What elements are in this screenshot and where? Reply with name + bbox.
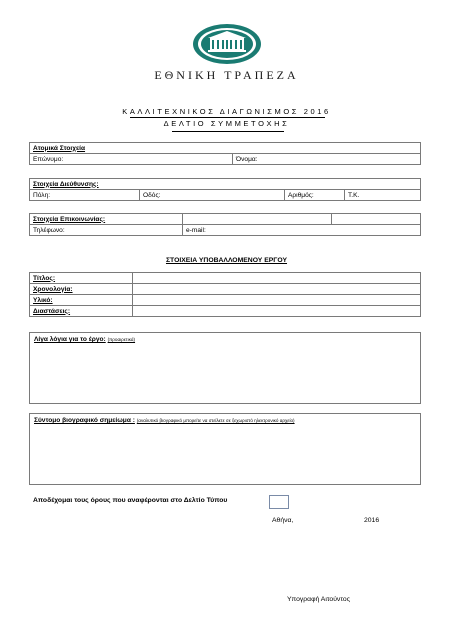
work-material-input[interactable]	[133, 295, 421, 306]
about-work-label: Λίγα λόγια για το έργο:	[34, 336, 106, 343]
bank-logo-icon	[190, 22, 264, 66]
work-table	[29, 272, 421, 317]
work-date-input[interactable]	[133, 284, 421, 295]
work-dimensions-label: Διαστάσεις:	[30, 306, 133, 317]
bio-box[interactable]	[29, 413, 421, 485]
work-title-input[interactable]	[133, 273, 421, 284]
form-title: ΚΑΛΛΙΤΕΧΝΙΚΟΣ ΔΙΑΓΩΝΙΣΜΟΣ 2016	[122, 107, 331, 116]
personal-heading: Ατομικά Στοιχεία	[30, 143, 421, 154]
subtitle-underline	[172, 131, 284, 132]
phone-field[interactable]: Τηλέφωνο:	[30, 225, 183, 236]
accept-terms-checkbox[interactable]	[269, 495, 289, 509]
place-label: Αθήνα,	[272, 517, 294, 524]
city-field[interactable]: Πόλη:	[30, 190, 140, 201]
form-subtitle: ΔΕΛΤΙΟ ΣΥΜΜΕΤΟΧΗΣ	[163, 119, 290, 128]
bio-note: (αναλυτικό βιογραφικό μπορείτε να στείλετε σε ξεχωριστό ηλεκτρονικό αρχείο)	[136, 418, 295, 423]
contact-table	[29, 213, 421, 236]
work-dimensions-input[interactable]	[133, 306, 421, 317]
zip-field[interactable]: Τ.Κ.	[345, 190, 421, 201]
personal-info-table	[29, 142, 421, 165]
title-underline	[130, 117, 325, 118]
surname-field[interactable]: Επώνυμο:	[30, 154, 233, 165]
contact-heading: Στοιχεία Επικοινωνίας:	[30, 214, 183, 225]
work-section-heading: ΣΤΟΙΧΕΙΑ ΥΠΟΒΑΛΛΟΜΕΝΟΥ ΕΡΓΟΥ	[165, 257, 288, 264]
address-heading: Στοιχεία Διεύθυνσης:	[30, 179, 421, 190]
work-date-label: Χρονολογία:	[30, 284, 133, 295]
email-field[interactable]: e-mail:	[183, 225, 421, 236]
about-work-note: (προαιρετικά)	[107, 337, 136, 342]
work-material-label: Υλικό:	[30, 295, 133, 306]
name-field[interactable]: Όνομα:	[233, 154, 421, 165]
address-table	[29, 178, 421, 201]
about-work-box[interactable]	[29, 332, 421, 404]
year-label: 2016	[364, 517, 380, 524]
bank-name: ΕΘΝΙΚΗ ΤΡΑΠΕΖΑ	[154, 68, 299, 82]
street-field[interactable]: Οδός:	[140, 190, 285, 201]
work-title-label: Τίτλος:	[30, 273, 133, 284]
number-field[interactable]: Αριθμός:	[285, 190, 345, 201]
signature-label: Υπογραφή Αιτούντος	[287, 596, 350, 603]
accept-terms-text: Αποδέχομαι τους όρους που αναφέρονται στο Δελτίο Τύπου	[33, 497, 228, 504]
bio-label: Σύντομο βιογραφικό σημείωμα :	[34, 417, 135, 424]
